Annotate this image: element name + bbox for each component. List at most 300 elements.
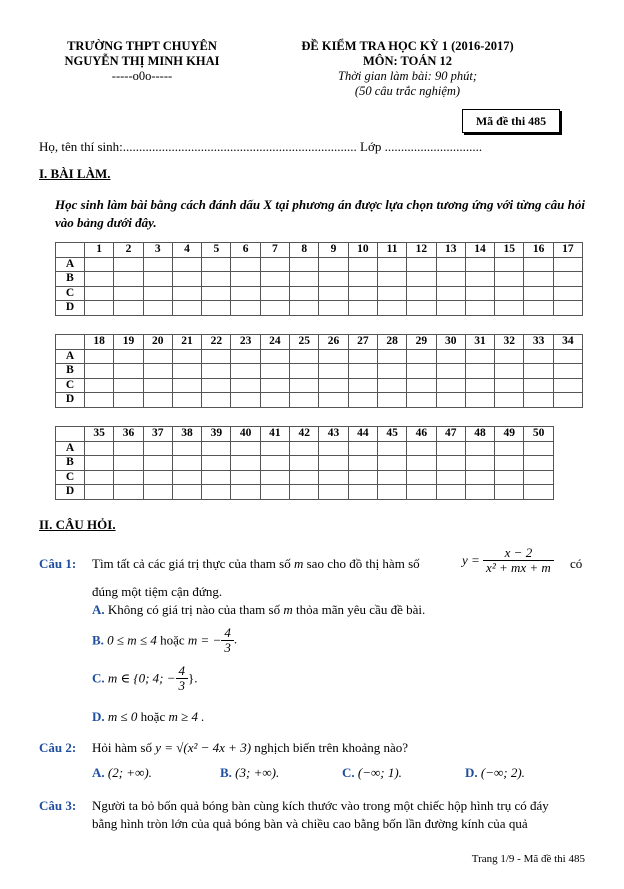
q3-stem xyxy=(92,797,587,833)
answer-cell[interactable] xyxy=(290,272,319,287)
question-number-cell: 19 xyxy=(114,335,143,350)
question-number-cell: 32 xyxy=(495,335,524,350)
question-number-cell: 30 xyxy=(436,335,465,350)
exam-title: ĐỀ KIỂM TRA HỌC KỲ 1 (2016-2017) xyxy=(301,39,514,53)
question-number-cell: 36 xyxy=(114,427,143,442)
question-number-cell: 17 xyxy=(553,243,582,258)
page-footer: Trang 1/9 - Mã đề thi 485 xyxy=(471,853,585,865)
answer-cell[interactable] xyxy=(231,485,260,500)
answer-cell[interactable] xyxy=(407,301,436,316)
answer-cell[interactable] xyxy=(202,456,231,471)
answer-cell[interactable] xyxy=(524,441,553,456)
answer-cell[interactable] xyxy=(85,485,114,500)
answer-cell[interactable] xyxy=(260,485,289,500)
answer-cell[interactable] xyxy=(290,349,319,364)
answer-cell[interactable] xyxy=(231,272,260,287)
question-number-cell: 44 xyxy=(348,427,377,442)
answer-cell[interactable] xyxy=(319,257,348,272)
answer-cell[interactable] xyxy=(495,485,524,500)
answer-cell[interactable] xyxy=(143,364,172,379)
answer-row xyxy=(56,456,554,471)
answer-cell[interactable] xyxy=(465,301,494,316)
question-number-cell: 45 xyxy=(377,427,406,442)
answer-cell[interactable] xyxy=(290,364,319,379)
question-number-cell: 24 xyxy=(260,335,289,350)
q2-option-b[interactable]: B. (3; +∞). xyxy=(220,765,280,780)
answer-cell[interactable] xyxy=(85,378,114,393)
answer-cell[interactable] xyxy=(524,286,553,301)
answer-cell[interactable] xyxy=(85,441,114,456)
answer-cell[interactable] xyxy=(260,378,289,393)
answer-cell[interactable] xyxy=(114,257,143,272)
answer-cell[interactable] xyxy=(436,470,465,485)
answer-cell[interactable] xyxy=(348,272,377,287)
question-number-cell: 28 xyxy=(377,335,406,350)
answer-cell[interactable] xyxy=(407,441,436,456)
answer-cell[interactable] xyxy=(319,441,348,456)
answer-cell[interactable] xyxy=(348,364,377,379)
answer-cell[interactable] xyxy=(495,470,524,485)
answer-cell[interactable] xyxy=(231,470,260,485)
answer-cell[interactable] xyxy=(143,286,172,301)
answer-cell[interactable] xyxy=(377,286,406,301)
answer-cell[interactable] xyxy=(231,301,260,316)
q1-label: Câu 1: xyxy=(39,556,77,571)
question-number-cell: 13 xyxy=(436,243,465,258)
answer-header-row xyxy=(56,335,583,350)
answer-cell[interactable] xyxy=(407,349,436,364)
answer-row-label: A xyxy=(56,349,85,364)
answer-cell[interactable] xyxy=(85,393,114,408)
answer-cell[interactable] xyxy=(377,349,406,364)
answer-cell[interactable] xyxy=(290,470,319,485)
q3-line1: Người ta bỏ bốn quả bóng bàn cùng kích thước vào trong một chiếc hộp hình trụ có đáy xyxy=(92,798,549,813)
answer-row xyxy=(56,393,583,408)
answer-cell[interactable] xyxy=(524,257,553,272)
answer-row xyxy=(56,349,583,364)
q1-formula: y = $\frac{x - 2}{\text{x² + mx + m}}$ xyxy=(462,546,554,575)
answer-cell[interactable] xyxy=(524,393,553,408)
answer-cell[interactable] xyxy=(172,470,201,485)
answer-cell[interactable] xyxy=(348,257,377,272)
question-number-cell: 31 xyxy=(465,335,494,350)
answer-row-label: B xyxy=(56,364,85,379)
answer-cell[interactable] xyxy=(290,393,319,408)
q1-option-d[interactable]: D. m ≤ 0 hoặc m ≥ 4 . xyxy=(92,709,205,724)
answer-cell[interactable] xyxy=(495,301,524,316)
question-number-cell: 22 xyxy=(202,335,231,350)
answer-cell[interactable] xyxy=(495,456,524,471)
answer-cell[interactable] xyxy=(85,301,114,316)
answer-cell[interactable] xyxy=(172,364,201,379)
answer-cell[interactable] xyxy=(436,485,465,500)
answer-cell[interactable] xyxy=(319,272,348,287)
answer-row xyxy=(56,470,554,485)
answer-cell[interactable] xyxy=(465,393,494,408)
answer-cell[interactable] xyxy=(348,456,377,471)
answer-cell[interactable] xyxy=(407,272,436,287)
answer-cell[interactable] xyxy=(553,286,582,301)
answer-cell[interactable] xyxy=(465,470,494,485)
question-number-cell: 11 xyxy=(377,243,406,258)
answer-cell[interactable] xyxy=(377,364,406,379)
q2-option-a[interactable]: A. (2; +∞). xyxy=(92,765,152,780)
question-number-cell: 8 xyxy=(290,243,319,258)
q2-option-c[interactable]: C. (−∞; 1). xyxy=(342,765,402,780)
answer-row-label: A xyxy=(56,257,85,272)
question-number-cell: 15 xyxy=(495,243,524,258)
answer-cell[interactable] xyxy=(553,349,582,364)
answer-cell[interactable] xyxy=(407,378,436,393)
school-divider: -----o0o----- xyxy=(111,69,173,83)
answer-row xyxy=(56,378,583,393)
answer-cell[interactable] xyxy=(465,272,494,287)
answer-cell[interactable] xyxy=(290,378,319,393)
answer-cell[interactable] xyxy=(114,393,143,408)
question-number-cell: 14 xyxy=(465,243,494,258)
answer-cell[interactable] xyxy=(377,301,406,316)
answer-cell[interactable] xyxy=(172,301,201,316)
answer-table-3 xyxy=(55,426,554,500)
answer-cell[interactable] xyxy=(114,272,143,287)
q1-stem-line2: đúng một tiệm cận đứng. xyxy=(92,584,223,599)
q2-stem: Hỏi hàm số y = √(x² − 4x + 3) nghịch biến trên khoảng nào? xyxy=(92,740,409,755)
student-info-line: Họ, tên thí sinh:........................................................................ Lớp .............................. xyxy=(39,139,483,154)
answer-cell[interactable] xyxy=(114,364,143,379)
exam-header xyxy=(290,39,525,99)
answer-cell[interactable] xyxy=(377,393,406,408)
answer-cell[interactable] xyxy=(436,301,465,316)
answer-cell[interactable] xyxy=(260,393,289,408)
answer-cell[interactable] xyxy=(377,485,406,500)
answer-cell[interactable] xyxy=(114,485,143,500)
answer-cell[interactable] xyxy=(290,456,319,471)
answer-row xyxy=(56,272,583,287)
answer-cell[interactable] xyxy=(348,441,377,456)
answer-cell[interactable] xyxy=(495,378,524,393)
answer-cell[interactable] xyxy=(143,257,172,272)
answer-cell[interactable] xyxy=(348,485,377,500)
answer-cell[interactable] xyxy=(495,272,524,287)
answer-cell[interactable] xyxy=(348,378,377,393)
question-number-cell: 47 xyxy=(436,427,465,442)
answer-cell[interactable] xyxy=(260,257,289,272)
answer-cell[interactable] xyxy=(260,272,289,287)
q1-option-a[interactable]: A. Không có giá trị nào của tham số m thỏa mãn yêu cầu đề bài. xyxy=(92,602,426,617)
exam-question-count: (50 câu trắc nghiệm) xyxy=(354,84,461,98)
question-number-cell: 43 xyxy=(319,427,348,442)
answer-cell[interactable] xyxy=(377,470,406,485)
answer-cell[interactable] xyxy=(465,441,494,456)
school-header xyxy=(52,39,232,84)
section1-title: I. BÀI LÀM. xyxy=(39,166,111,181)
answer-cell[interactable] xyxy=(407,286,436,301)
answer-cell[interactable] xyxy=(85,364,114,379)
answer-cell[interactable] xyxy=(436,441,465,456)
question-number-cell: 18 xyxy=(85,335,114,350)
answer-cell[interactable] xyxy=(348,470,377,485)
question-number-cell: 46 xyxy=(407,427,436,442)
question-number-cell: 2 xyxy=(114,243,143,258)
answer-row-label: C xyxy=(56,378,85,393)
answer-row xyxy=(56,301,583,316)
answer-cell[interactable] xyxy=(495,393,524,408)
answer-cell[interactable] xyxy=(172,272,201,287)
answer-row-label: D xyxy=(56,393,85,408)
answer-cell[interactable] xyxy=(172,441,201,456)
answer-cell[interactable] xyxy=(231,286,260,301)
answer-cell[interactable] xyxy=(465,286,494,301)
answer-cell[interactable] xyxy=(202,301,231,316)
answer-cell[interactable] xyxy=(231,456,260,471)
answer-cell[interactable] xyxy=(524,456,553,471)
answer-cell[interactable] xyxy=(377,257,406,272)
answer-cell[interactable] xyxy=(231,349,260,364)
answer-cell[interactable] xyxy=(407,364,436,379)
answer-cell[interactable] xyxy=(377,378,406,393)
answer-cell[interactable] xyxy=(436,286,465,301)
answer-cell[interactable] xyxy=(290,257,319,272)
answer-cell[interactable] xyxy=(495,257,524,272)
answer-cell[interactable] xyxy=(172,257,201,272)
answer-cell[interactable] xyxy=(407,257,436,272)
question-number-cell: 9 xyxy=(319,243,348,258)
answer-cell[interactable] xyxy=(524,470,553,485)
q1-option-c[interactable]: C. m ∈ {0; 4; − $\frac{4}{3}$ }. xyxy=(92,663,198,693)
answer-cell[interactable] xyxy=(172,349,201,364)
answer-header-row xyxy=(56,427,554,442)
question-number-cell: 10 xyxy=(348,243,377,258)
answer-cell[interactable] xyxy=(202,349,231,364)
answer-cell[interactable] xyxy=(553,364,582,379)
answer-cell[interactable] xyxy=(143,393,172,408)
answer-cell[interactable] xyxy=(495,286,524,301)
answer-cell[interactable] xyxy=(465,349,494,364)
answer-cell[interactable] xyxy=(319,301,348,316)
answer-cell[interactable] xyxy=(290,441,319,456)
answer-cell[interactable] xyxy=(290,485,319,500)
answer-cell[interactable] xyxy=(319,378,348,393)
answer-cell[interactable] xyxy=(319,349,348,364)
answer-table-2 xyxy=(55,334,583,408)
answer-row-label: B xyxy=(56,272,85,287)
answer-cell[interactable] xyxy=(172,456,201,471)
answer-cell[interactable] xyxy=(524,349,553,364)
q3-label: Câu 3: xyxy=(39,798,77,813)
answer-cell[interactable] xyxy=(465,364,494,379)
answer-cell[interactable] xyxy=(85,272,114,287)
answer-cell[interactable] xyxy=(231,393,260,408)
answer-cell[interactable] xyxy=(231,441,260,456)
answer-cell[interactable] xyxy=(114,470,143,485)
answer-row-label: A xyxy=(56,441,85,456)
answer-cell[interactable] xyxy=(553,378,582,393)
answer-cell[interactable] xyxy=(436,272,465,287)
answer-cell[interactable] xyxy=(202,378,231,393)
answer-cell[interactable] xyxy=(319,393,348,408)
answer-cell[interactable] xyxy=(202,364,231,379)
answer-cell[interactable] xyxy=(231,378,260,393)
section2-title: II. CÂU HỎI. xyxy=(39,517,116,532)
question-number-cell: 29 xyxy=(407,335,436,350)
answer-cell[interactable] xyxy=(553,257,582,272)
answer-cell[interactable] xyxy=(202,272,231,287)
answer-cell[interactable] xyxy=(202,257,231,272)
answer-cell[interactable] xyxy=(114,301,143,316)
answer-cell[interactable] xyxy=(260,456,289,471)
answer-cell[interactable] xyxy=(348,286,377,301)
question-number-cell: 20 xyxy=(143,335,172,350)
question-number-cell: 41 xyxy=(260,427,289,442)
answer-cell[interactable] xyxy=(260,349,289,364)
answer-cell[interactable] xyxy=(319,456,348,471)
school-name-line2: NGUYỄN THỊ MINH KHAI xyxy=(64,54,220,68)
answer-corner-cell xyxy=(56,335,85,350)
answer-cell[interactable] xyxy=(114,286,143,301)
answer-cell[interactable] xyxy=(524,272,553,287)
exam-code-box: Mã đề thi 485 xyxy=(462,109,560,133)
question-number-cell: 25 xyxy=(290,335,319,350)
answer-cell[interactable] xyxy=(231,257,260,272)
answer-cell[interactable] xyxy=(436,393,465,408)
answer-cell[interactable] xyxy=(114,378,143,393)
answer-corner-cell xyxy=(56,427,85,442)
answer-cell[interactable] xyxy=(348,393,377,408)
answer-cell[interactable] xyxy=(319,286,348,301)
answer-cell[interactable] xyxy=(407,485,436,500)
answer-cell[interactable] xyxy=(524,364,553,379)
answer-cell[interactable] xyxy=(260,301,289,316)
question-number-cell: 5 xyxy=(202,243,231,258)
answer-cell[interactable] xyxy=(407,456,436,471)
answer-cell[interactable] xyxy=(172,485,201,500)
question-number-cell: 7 xyxy=(260,243,289,258)
answer-row-label: C xyxy=(56,470,85,485)
answer-cell[interactable] xyxy=(407,470,436,485)
answer-cell[interactable] xyxy=(260,441,289,456)
answer-row-label: D xyxy=(56,301,85,316)
answer-cell[interactable] xyxy=(114,441,143,456)
answer-cell[interactable] xyxy=(202,485,231,500)
answer-cell[interactable] xyxy=(465,257,494,272)
answer-cell[interactable] xyxy=(260,286,289,301)
answer-cell[interactable] xyxy=(319,485,348,500)
question-number-cell: 50 xyxy=(524,427,553,442)
answer-cell[interactable] xyxy=(172,378,201,393)
answer-row xyxy=(56,257,583,272)
answer-cell[interactable] xyxy=(202,286,231,301)
answer-cell[interactable] xyxy=(348,349,377,364)
question-number-cell: 48 xyxy=(465,427,494,442)
question-number-cell: 34 xyxy=(553,335,582,350)
answer-row xyxy=(56,286,583,301)
answer-cell[interactable] xyxy=(465,456,494,471)
question-number-cell: 35 xyxy=(85,427,114,442)
answer-cell[interactable] xyxy=(377,272,406,287)
answer-cell[interactable] xyxy=(260,364,289,379)
answer-cell[interactable] xyxy=(377,441,406,456)
answer-cell[interactable] xyxy=(290,301,319,316)
question-number-cell: 1 xyxy=(85,243,114,258)
answer-cell[interactable] xyxy=(85,456,114,471)
q1-option-b[interactable]: B. 0 ≤ m ≤ 4 hoặc m = − $\frac{4}{3}$ . xyxy=(92,625,238,655)
answer-row xyxy=(56,364,583,379)
answer-cell[interactable] xyxy=(172,286,201,301)
answer-cell[interactable] xyxy=(436,456,465,471)
q2-option-d[interactable]: D. (−∞; 2). xyxy=(465,765,525,780)
answer-cell[interactable] xyxy=(553,272,582,287)
answer-cell[interactable] xyxy=(436,364,465,379)
answer-cell[interactable] xyxy=(495,441,524,456)
answer-cell[interactable] xyxy=(377,456,406,471)
answer-cell[interactable] xyxy=(524,301,553,316)
answer-cell[interactable] xyxy=(114,456,143,471)
answer-cell[interactable] xyxy=(436,378,465,393)
answer-cell[interactable] xyxy=(348,301,377,316)
answer-cell[interactable] xyxy=(436,349,465,364)
answer-cell[interactable] xyxy=(553,393,582,408)
answer-cell[interactable] xyxy=(407,393,436,408)
answer-row-label: D xyxy=(56,485,85,500)
answer-row xyxy=(56,485,554,500)
answer-cell[interactable] xyxy=(202,470,231,485)
question-number-cell: 6 xyxy=(231,243,260,258)
question-number-cell: 40 xyxy=(231,427,260,442)
answer-corner-cell xyxy=(56,243,85,258)
answer-cell[interactable] xyxy=(143,470,172,485)
answer-cell[interactable] xyxy=(143,301,172,316)
question-number-cell: 42 xyxy=(290,427,319,442)
answer-cell[interactable] xyxy=(495,349,524,364)
answer-cell[interactable] xyxy=(85,470,114,485)
answer-cell[interactable] xyxy=(143,441,172,456)
answer-cell[interactable] xyxy=(290,286,319,301)
question-number-cell: 49 xyxy=(495,427,524,442)
answer-cell[interactable] xyxy=(524,378,553,393)
answer-cell[interactable] xyxy=(143,272,172,287)
answer-cell[interactable] xyxy=(143,456,172,471)
answer-table-1 xyxy=(55,242,583,316)
answer-cell[interactable] xyxy=(465,485,494,500)
answer-cell[interactable] xyxy=(143,378,172,393)
exam-duration: Thời gian làm bài: 90 phút; xyxy=(338,69,477,83)
answer-header-row xyxy=(56,243,583,258)
answer-cell[interactable] xyxy=(260,470,289,485)
answer-cell[interactable] xyxy=(114,349,143,364)
answer-cell[interactable] xyxy=(524,485,553,500)
answer-cell[interactable] xyxy=(143,485,172,500)
answer-cell[interactable] xyxy=(85,349,114,364)
answer-cell[interactable] xyxy=(495,364,524,379)
answer-cell[interactable] xyxy=(202,441,231,456)
answer-cell[interactable] xyxy=(231,364,260,379)
answer-cell[interactable] xyxy=(465,378,494,393)
q1-stem: Tìm tất cả các giá trị thực của tham số m sao cho đồ thị hàm số xyxy=(92,556,420,571)
answer-cell[interactable] xyxy=(436,257,465,272)
answer-row-label: B xyxy=(56,456,85,471)
answer-cell[interactable] xyxy=(319,364,348,379)
answer-cell[interactable] xyxy=(85,286,114,301)
q2-label: Câu 2: xyxy=(39,740,77,755)
answer-cell[interactable] xyxy=(319,470,348,485)
instructions: Học sinh làm bài bằng cách đánh dấu X tại phương án được lựa chọn tương ứng với từng câu hỏi vào bảng dưới đây. xyxy=(55,197,585,230)
answer-cell[interactable] xyxy=(172,393,201,408)
answer-cell[interactable] xyxy=(85,257,114,272)
answer-cell[interactable] xyxy=(143,349,172,364)
answer-cell[interactable] xyxy=(202,393,231,408)
school-name-line1: TRƯỜNG THPT CHUYÊN xyxy=(67,39,217,53)
answer-cell[interactable] xyxy=(553,301,582,316)
